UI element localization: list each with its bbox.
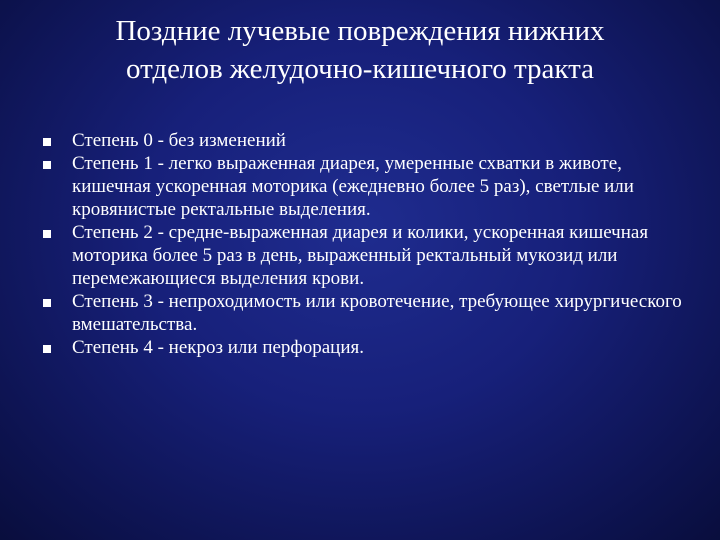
bullet-item-grade-0 [42,129,682,152]
bullet-item-grade-1 [42,152,682,221]
bullet-item-grade-4 [42,336,682,359]
bullet-label: Степень 3 [72,291,153,312]
square-bullet-icon [43,345,51,353]
square-bullet-icon [43,138,51,146]
bullet-label: Степень 1 [72,153,153,174]
bullet-item-grade-2 [42,221,682,290]
bullet-label: Степень 4 [72,337,153,358]
bullet-item-grade-3 [42,290,682,336]
bullet-list [42,129,682,359]
bullet-text: - некроз или перфорация. [152,337,364,358]
square-bullet-icon [43,299,51,307]
bullet-text: - без изменений [152,130,286,151]
slide-title-line-2: отделов желудочно-кишечного тракта [125,53,594,85]
square-bullet-icon [43,230,51,238]
square-bullet-icon [43,161,51,169]
bullet-label: Степень 0 [72,130,153,151]
slide-title-line-1: Поздние лучевые повреждения нижних [115,15,605,47]
bullet-text: - средне-выраженная диарея и колики, ускоренная кишечная моторика более 5 раз в день, выраженный ректальный мукозид или перемежающиеся выделения крови. [72,222,649,289]
slide-title [40,12,680,88]
bullet-label: Степень 2 [72,222,153,243]
bullet-text: - непроходимость или кровотечение, требующее хирургического вмешательства. [72,291,682,335]
bullet-text: - легко выраженная диарея, умеренные схватки в животе, кишечная ускоренная моторика (ежедневно более 5 раз), светлые или кровянистые ректальные выделения. [72,153,634,220]
